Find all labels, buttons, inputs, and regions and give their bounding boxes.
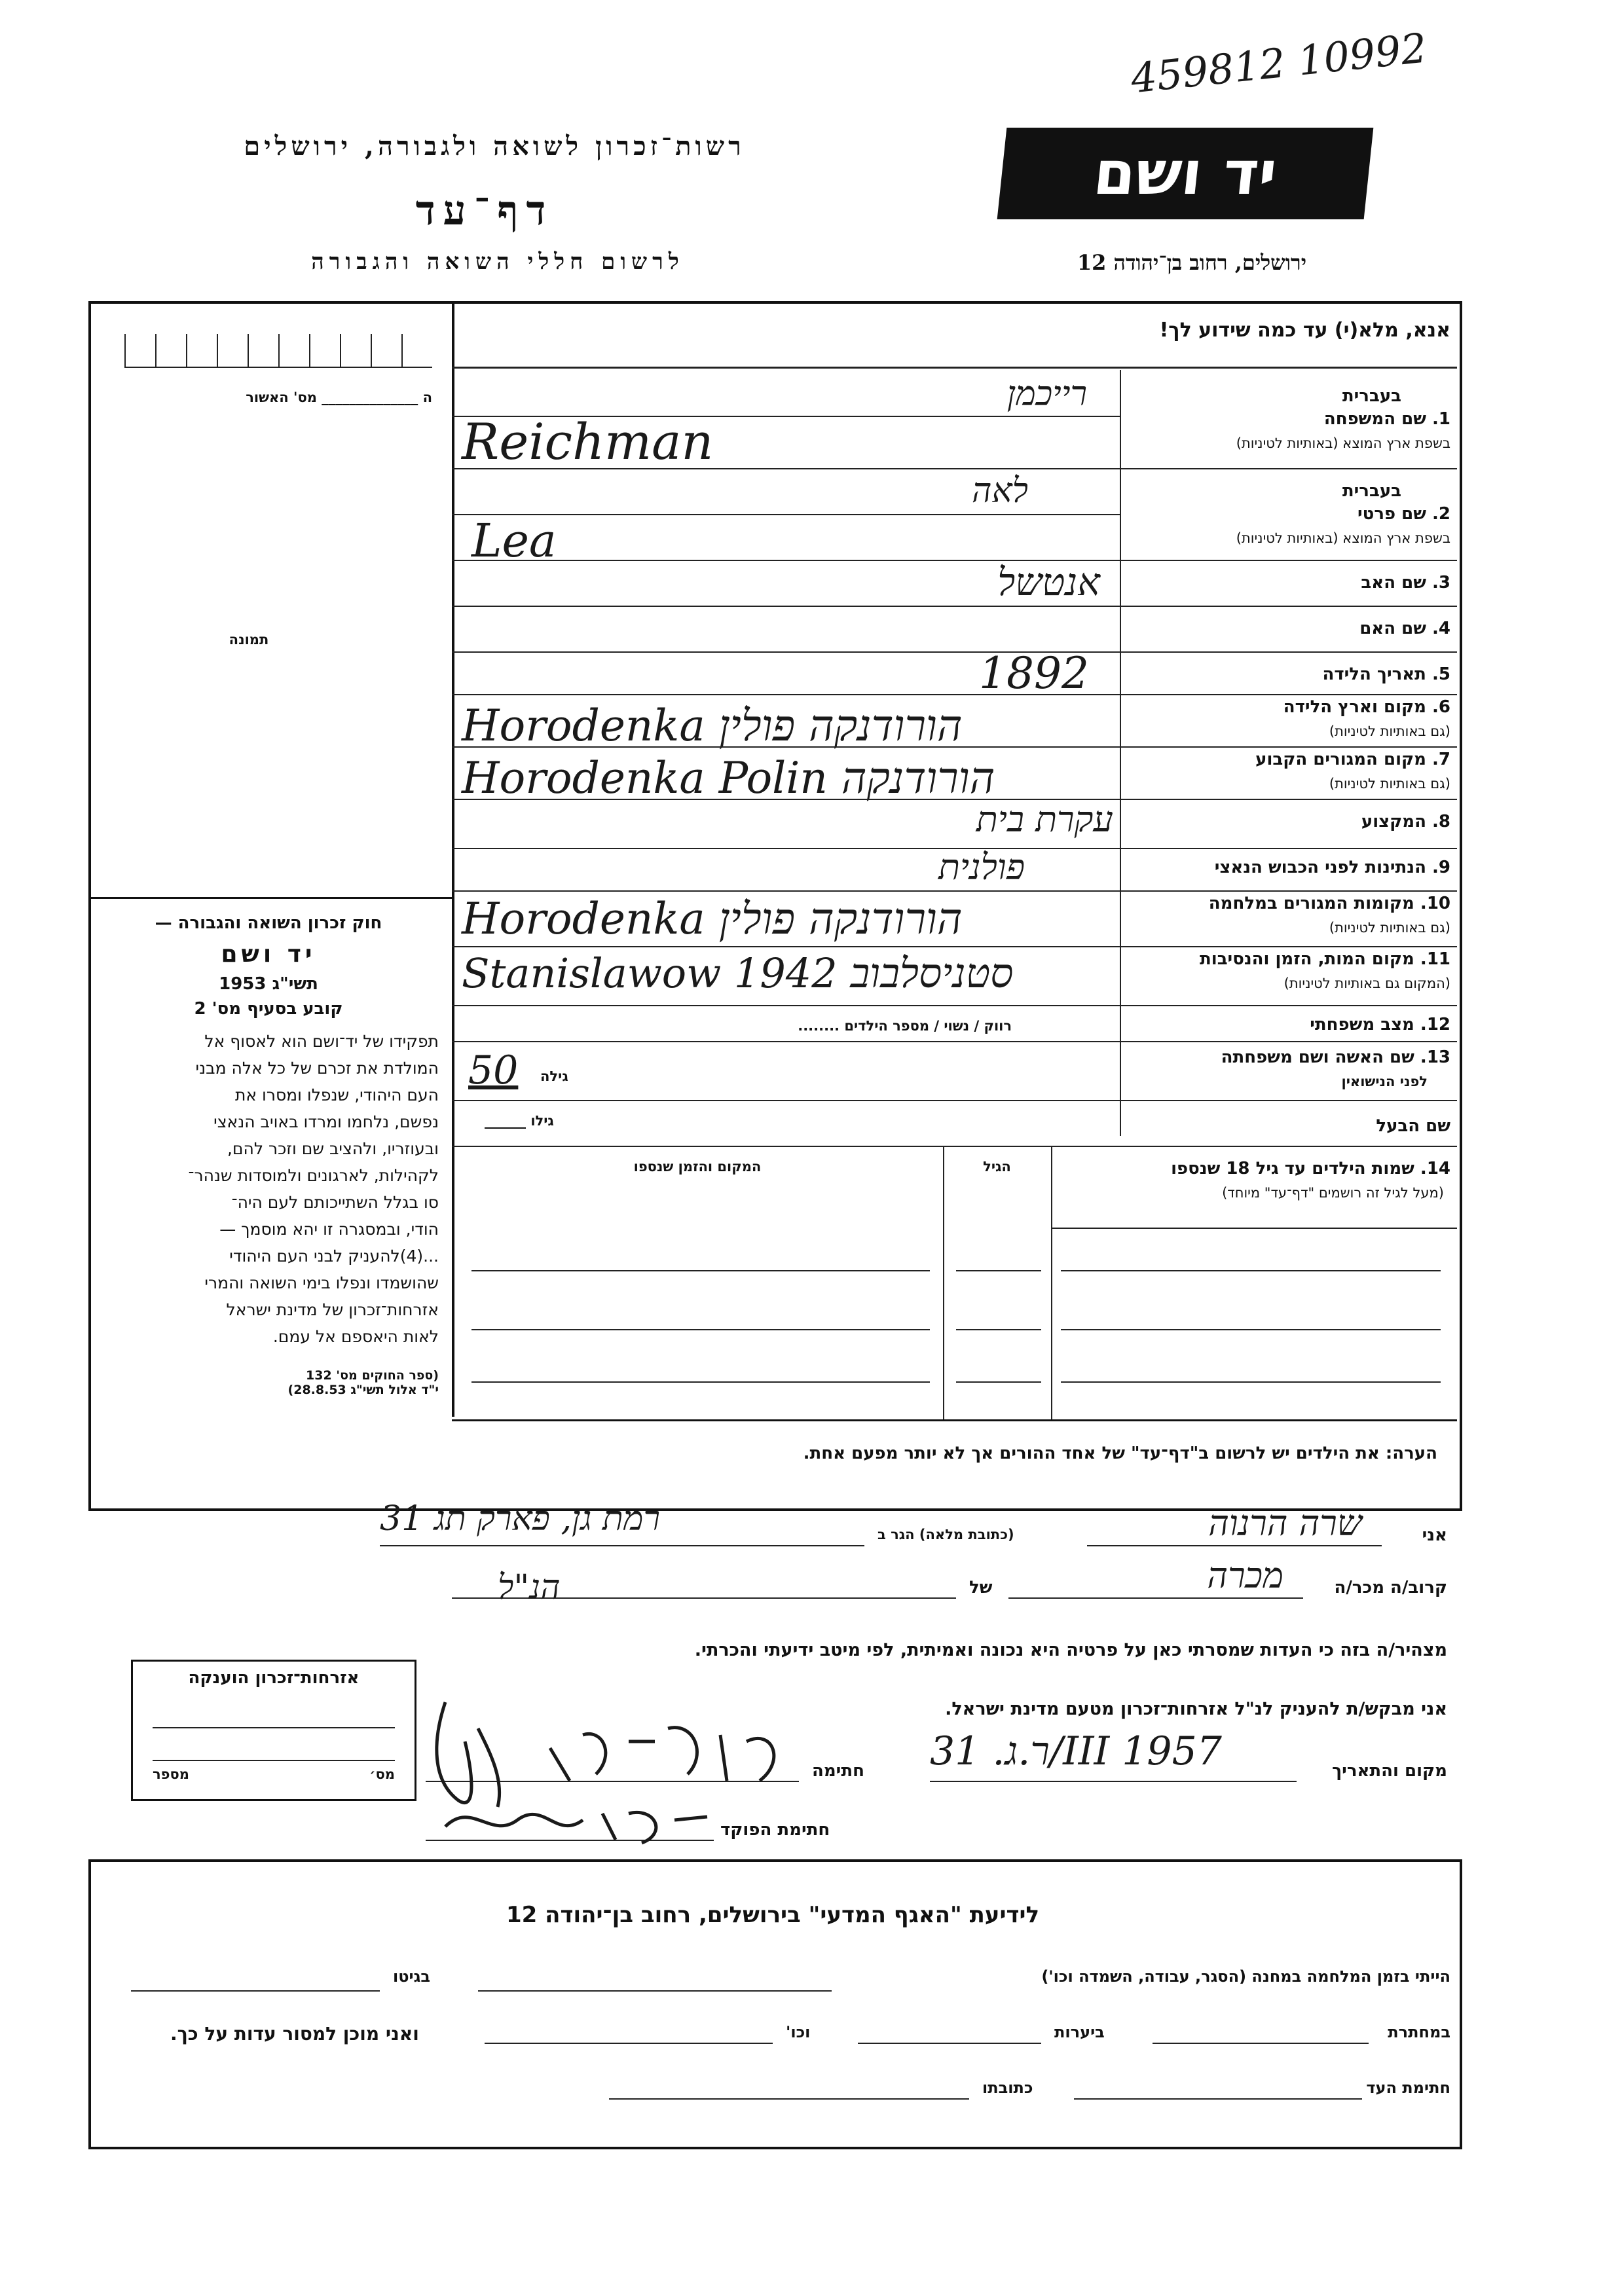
- law-year: 1953: [219, 974, 267, 994]
- bottom-line-2b: ביערות: [1054, 2023, 1105, 2041]
- children-row-3: [471, 1329, 930, 1330]
- children-col-divider-2: [943, 1146, 944, 1421]
- field-10-label: [1209, 894, 1450, 913]
- field-10-rule: [452, 946, 1457, 947]
- field-1-num: 1.: [1432, 409, 1450, 429]
- official-label: חתימת הפוקד: [720, 1820, 830, 1840]
- children-text: שמות הילדים עד גיל 18 שנספו: [1171, 1159, 1414, 1178]
- label-column-divider: [1120, 370, 1121, 1136]
- field-10-num: 10.: [1420, 894, 1450, 913]
- field-2-text: שם פרטי: [1357, 504, 1426, 524]
- law-text-line: לקהילות, לארגונים ולמוסדות שנהר־: [188, 1166, 439, 1185]
- field-5-value: 1892: [979, 648, 1089, 699]
- bottom-line-1-blank2: [131, 1990, 380, 1992]
- field-1-label: [1324, 409, 1450, 429]
- photo-label: תמונה: [229, 632, 269, 647]
- declaration-relation-value: מכרה: [1207, 1555, 1283, 1596]
- field-8-text: המקצוע: [1361, 812, 1426, 831]
- field-6-label: [1283, 697, 1450, 717]
- form-title: דף־עד: [415, 187, 554, 234]
- yad-vashem-logo: [997, 128, 1374, 219]
- children-row-1b: [471, 1270, 930, 1271]
- husband-age-text: גילו: [530, 1113, 554, 1129]
- approval-suffix: ה: [422, 390, 432, 405]
- place-date-line: [930, 1781, 1297, 1782]
- field-3-num: 3.: [1432, 573, 1450, 592]
- children-row-4: [471, 1381, 930, 1383]
- field-8-value: עקרת בית: [976, 799, 1113, 840]
- law-text-line: המולדת את זכרם של כל אלה מבני: [195, 1059, 439, 1078]
- children-row-3b: [956, 1329, 1041, 1330]
- field-2-label: [1357, 504, 1450, 524]
- field-12-num: 12.: [1420, 1015, 1450, 1034]
- bottom-line-3-blank1: [1074, 2098, 1362, 2100]
- field-11-rule: [452, 1005, 1457, 1006]
- signature-label: חתימה: [812, 1761, 864, 1781]
- law-text-line: תפקידו של יד־ושם הוא לאסוף אל: [204, 1032, 439, 1051]
- bottom-line-1a: הייתי בזמן המלחמה במחנה (הסגר, עבודה, השמדה וכו'): [1041, 1967, 1450, 1986]
- children-sub: (מעל לגיל זה רושמים "דף־עד" מיוחד): [1222, 1185, 1444, 1201]
- field-3-text: שם האב: [1361, 573, 1426, 592]
- bottom-line-2d: ואני מוכן למסור עדות על כך.: [170, 2023, 419, 2045]
- field-3-label: [1361, 573, 1450, 592]
- field-13-age-value: 50: [468, 1048, 519, 1093]
- field-4-text: שם האם: [1359, 619, 1426, 638]
- bottom-title: לידיעת "האגף המדעי" בירושלים, רחוב בן־יהודה 12: [506, 1902, 1040, 1928]
- bottom-line-2a: במחתרת: [1388, 2023, 1450, 2041]
- field-12-label: [1310, 1015, 1450, 1034]
- field-2-rule: [452, 560, 1457, 561]
- children-row-3c: [1061, 1329, 1441, 1330]
- field-12-rule: [452, 1041, 1457, 1042]
- field-1-hebrew-tag: בעברית: [1342, 386, 1401, 406]
- field-5-label: [1322, 665, 1450, 684]
- field-4-label: [1359, 619, 1450, 638]
- field-11-value: Stanislawow 1942 סטניסלבוב: [462, 949, 1014, 997]
- bottom-line-2-blank2: [858, 2043, 1041, 2044]
- authority-line: רשות־זכרון לשואה ולגבורה, ירושלים: [244, 131, 745, 162]
- law-clause: קובע בסעיף מס' 2: [194, 999, 343, 1019]
- children-num: 14.: [1420, 1159, 1450, 1178]
- award-box: [131, 1660, 416, 1801]
- field-10-value: Horodenka הורודנקה פולין: [462, 894, 963, 944]
- field-7-sub: (גם באותיות לטיניות): [1329, 776, 1450, 792]
- declaration-statement: מצהיר/ה בזה כי העדות שמסרתי כאן על פרטיה היא נכונה ואמיתית, לפי מיטב ידיעתי והכרתי.: [694, 1640, 1447, 1660]
- law-text-line: לאות היאספם אל עמם.: [272, 1327, 439, 1346]
- field-11-text: מקום המות, הזמן והנסיבות: [1200, 949, 1414, 969]
- field-13-label: [1221, 1048, 1450, 1067]
- law-text: [98, 1028, 439, 1350]
- approval-number-label: מס' האשור: [246, 390, 317, 405]
- husband-label: שם הבעל: [1376, 1116, 1450, 1136]
- field-9-rule: [452, 890, 1457, 892]
- bottom-line-2-blank1: [1153, 2043, 1369, 2044]
- field-12-options-text: רווק / נשוי / מספר הילדים: [844, 1018, 1012, 1034]
- law-text-line: ובעוזריו, ולהציב שם וזכר להם,: [227, 1139, 439, 1158]
- bottom-line-2-blank3: [485, 2043, 773, 2044]
- field-13-text: שם האשה ושם משפחתה: [1221, 1048, 1414, 1067]
- declaration-address-hint: (כתובת מלאה): [919, 1527, 1014, 1542]
- law-text-line: אזרחות־זכרון של מדינת ישראל: [226, 1300, 439, 1319]
- law-text-line: העם היהודי, שנפלו ומסרו את: [234, 1085, 439, 1104]
- children-table-bottom: [452, 1419, 1457, 1421]
- instruction-rule: [452, 367, 1457, 369]
- law-text-line: נפשם, נלחמו ומרדו באויב הנאצי: [213, 1112, 439, 1131]
- field-2-num: 2.: [1432, 504, 1450, 524]
- field-7-text: מקום המגורים הקבוע: [1255, 750, 1426, 769]
- law-text-line: ...(4)להעניק לבני העם היהודי: [229, 1247, 439, 1266]
- children-col-divider-1: [1051, 1146, 1052, 1421]
- bottom-line-3-blank2: [609, 2098, 969, 2100]
- declaration-request: אני מבקש/ת להעניק לנ"ל אזרחות־זכרון מטעם מדינת ישראל.: [945, 1699, 1447, 1719]
- approval-label: ה ______________ מס' האשור: [246, 390, 432, 405]
- field-9-label: [1215, 858, 1450, 877]
- declaration-ani-label: אני: [1422, 1525, 1447, 1545]
- bottom-line-1b: בגיטו: [393, 1967, 430, 1986]
- declaration-ani-line: [1087, 1545, 1382, 1546]
- field-7-num: 7.: [1432, 750, 1450, 769]
- field-13-age-label: גילה: [540, 1068, 568, 1084]
- field-9-text: הנתינות לפני הכבוש הנאצי: [1214, 858, 1426, 877]
- field-3-value: אנטשל: [997, 560, 1100, 604]
- field-6-num: 6.: [1432, 697, 1450, 717]
- field-9-num: 9.: [1432, 858, 1450, 877]
- field-2-value-hebrew: לאה: [972, 471, 1028, 511]
- award-box-title: אזרחות־זכרון הוענקה: [188, 1668, 360, 1688]
- declaration-of-label: של: [969, 1578, 993, 1597]
- award-box-num: מס׳: [369, 1766, 395, 1782]
- bottom-line-3a: חתימת העד: [1366, 2079, 1450, 2097]
- award-box-num2: מספר: [153, 1766, 189, 1782]
- field-7-value: Horodenka Polin הורודנקה: [462, 753, 995, 803]
- field-9-value: פולנית: [938, 847, 1025, 888]
- instruction: אנא, מלא(י) עד כמה שידוע לך!: [1159, 319, 1450, 342]
- photo-box-bottom: [88, 897, 452, 899]
- address: ירושלים, רחוב בן־יהודה 12: [1077, 250, 1307, 275]
- approval-boxes: [124, 334, 432, 368]
- children-row-1c: [956, 1270, 1041, 1271]
- field-1-sub: בשפת ארץ המוצא (באותיות לטיניות): [1236, 435, 1450, 451]
- declaration-of-value: הנ"ל: [498, 1568, 561, 1607]
- declaration-relation-label: קרוב/ה מכר/ה: [1334, 1578, 1447, 1597]
- bottom-line-3b: כתובתו: [982, 2079, 1033, 2097]
- field-1-value-hebrew: רייכמן: [1006, 374, 1087, 414]
- official-signature: [432, 1787, 720, 1853]
- bottom-line-1-blank: [478, 1990, 832, 1992]
- children-row-4b: [956, 1381, 1041, 1383]
- field-6-sub: (גם באותיות לטיניות): [1329, 723, 1450, 739]
- field-4-num: 4.: [1432, 619, 1450, 638]
- children-row-4c: [1061, 1381, 1441, 1383]
- law-source-date: י"ד אלול תשי"ג 28.8.53): [287, 1383, 439, 1397]
- logo-text: יד ושם: [1090, 138, 1280, 208]
- law-text-line: סו בגלל השתייכותם לעם היה־: [231, 1193, 439, 1212]
- field-5-text: תאריך הלידה: [1322, 665, 1426, 684]
- field-5-num: 5.: [1432, 665, 1450, 684]
- law-source: (ספר החוקים מס' 132: [306, 1368, 439, 1383]
- field-6-value: Horodenka הורודנקה פולין: [462, 701, 963, 751]
- field-4-rule: [452, 651, 1457, 653]
- field-2-hebrew-tag: בעברית: [1342, 481, 1401, 501]
- husband-age-label: גילו ______: [485, 1113, 554, 1129]
- declaration-ani-value: שרה הרנוה: [1208, 1503, 1362, 1544]
- bottom-line-2c: וכו': [786, 2023, 811, 2041]
- field-12-options: רווק / נשוי / מספר הילדים ........: [798, 1018, 1012, 1034]
- law-text-line: שהושמדו ונפלו בימי השואה והמרי: [204, 1273, 439, 1292]
- law-title: חוק זכרון השואה והגבורה —: [155, 913, 382, 933]
- field-6-text: מקום וארץ הלידה: [1283, 697, 1426, 717]
- official-signature-stroke: [445, 1812, 707, 1843]
- law-year-hebrew: תשי"ג: [272, 974, 318, 994]
- children-row-1: [1051, 1228, 1457, 1229]
- declaration-address-value: רמת גן, פארק תג 31: [380, 1499, 661, 1539]
- law-text-line: הודי, ובמסגרה זו יהא מוסמך —: [219, 1220, 439, 1239]
- declaration-relation-line: [1008, 1597, 1303, 1599]
- field-13-sub: לפני הנישואין: [1341, 1074, 1428, 1089]
- left-panel-divider: [452, 304, 454, 1417]
- field-10-sub: (גם באותיות לטיניות): [1329, 920, 1450, 936]
- field-5-rule: [452, 694, 1457, 695]
- field-11-label: [1200, 949, 1450, 969]
- note: הערה: את הילדים יש לרשום ב"דף־עד" של אחד ההורים אך לא יותר מפעם אחת.: [803, 1444, 1437, 1463]
- law-block: [98, 913, 439, 1397]
- field-10-text: מקומות המגורים במלחמה: [1208, 894, 1414, 913]
- award-box-line-1: [153, 1727, 395, 1728]
- field-13-num: 13.: [1420, 1048, 1450, 1067]
- place-date-value: ר.ג. 31/III 1957: [930, 1728, 1222, 1774]
- field-3-rule: [452, 606, 1457, 607]
- field-2-value-latin: Lea: [471, 514, 557, 568]
- field-1-text: שם המשפחה: [1323, 409, 1426, 429]
- award-box-numbers: [153, 1766, 395, 1782]
- field-8-num: 8.: [1432, 812, 1450, 831]
- children-col-age: הגיל: [983, 1159, 1011, 1175]
- children-col-place: המקום והזמן שנספו: [633, 1159, 762, 1175]
- children-label: [1171, 1159, 1450, 1178]
- field-12-text: מצב משפחתי: [1310, 1015, 1414, 1034]
- husband-rule: [452, 1146, 1457, 1147]
- form-subtitle: לרשום חללי השואה והגבורה: [311, 249, 684, 275]
- field-7-label: [1255, 750, 1450, 769]
- field-2-sub: בשפת ארץ המוצא (באותיות לטיניות): [1236, 530, 1450, 546]
- declaration-lives-text: הגר ב: [877, 1527, 915, 1542]
- law-name: יד ושם: [221, 941, 316, 968]
- field-13-rule: [452, 1100, 1457, 1101]
- declaration-address-line: [380, 1545, 864, 1546]
- field-7-rule: [452, 799, 1457, 800]
- reference-number: 459812 10992: [1128, 24, 1430, 103]
- field-6-rule: [452, 746, 1457, 748]
- field-1-value-latin: Reichman: [462, 412, 714, 471]
- children-row-2: [1061, 1270, 1441, 1271]
- field-1-rule: [452, 468, 1457, 469]
- place-date-label: מקום והתאריך: [1332, 1761, 1447, 1781]
- field-11-sub: (המקום גם באותיות לטיניות): [1283, 975, 1450, 991]
- field-11-num: 11.: [1420, 949, 1450, 969]
- field-8-label: [1361, 812, 1450, 831]
- award-box-line-2: [153, 1760, 395, 1761]
- declaration-lives-label: [877, 1527, 1014, 1542]
